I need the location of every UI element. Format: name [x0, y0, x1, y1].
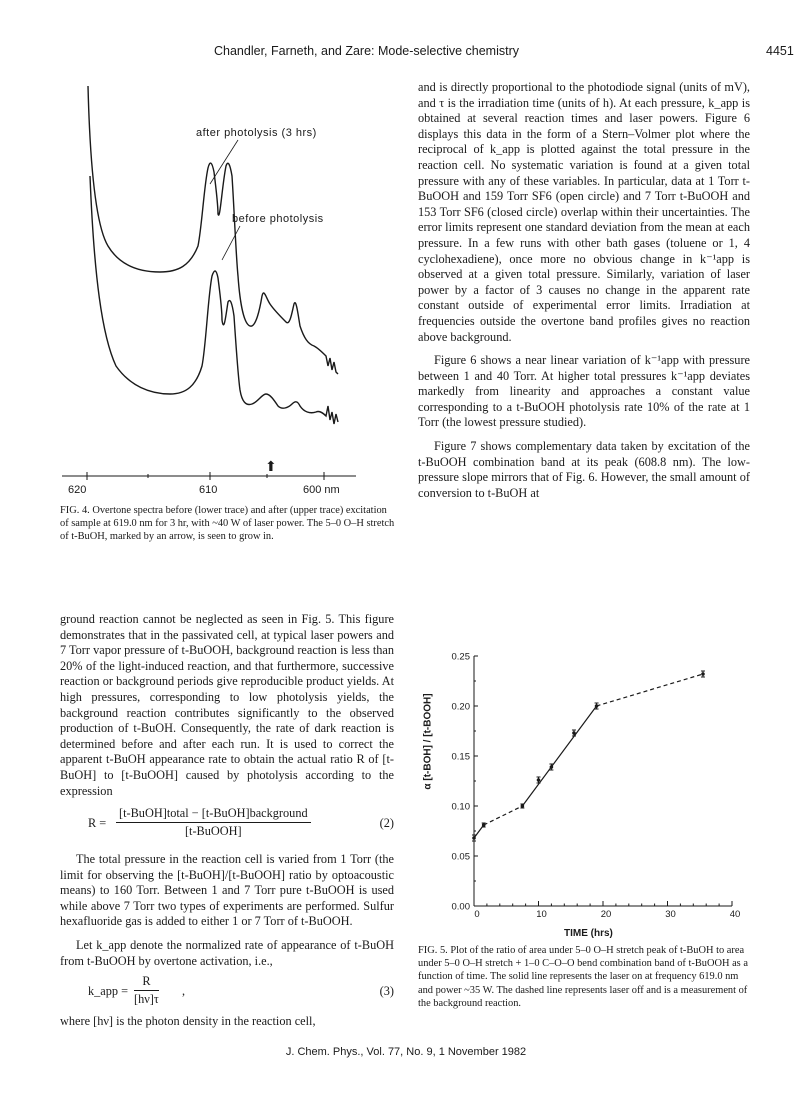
eq3-tail: , — [182, 984, 186, 998]
left-column-end — [60, 1014, 394, 1030]
fig4-tick-610: 610 — [199, 484, 218, 496]
eq3-fraction — [134, 974, 159, 1007]
left-column-lower — [60, 852, 394, 969]
fig5-y-tick-label: 0.15 — [451, 751, 470, 763]
fig5-data-point — [701, 672, 705, 676]
fig5-y-tick-label: 0.05 — [451, 851, 470, 863]
fig5-data-point — [572, 731, 576, 735]
fig5-dashed-segment — [597, 674, 703, 706]
eq3-tag: (3) — [379, 984, 394, 998]
right-paragraph-3: Figure 7 shows complementary data taken by excitation of the t-BuOOH combination band at its peak (608.8 nm). The low-pressure slope mirrors that of Fig. 6. However, the small amount of conversion to t-BuOH at — [418, 439, 750, 500]
page-number: 4451 — [766, 44, 794, 58]
fig5-y-tick-label: 0.25 — [451, 651, 470, 663]
left-paragraph-1: ground reaction cannot be neglected as seen in Fig. 5. This figure demonstrates that in the passivated cell, at typical laser powers and 7 Torr vapor pressure of t-BuOOH, background reaction is less than 20% of the light-induced reaction, and that furthermore, successive reaction or background periods give reproducible product yields. At high pressures, corresponding to low photolysis yields, the background reaction contributes significantly to the observed production of t-BuOH. Consequently, the rate of dark reaction is determined before and after each run. It is used to correct the apparent t-BuOH appearance rate to obtain the actual ratio R of [t-BuOH] to [t-BuOOH] caused by photolysis according to the expression — [60, 612, 394, 798]
fig5-y-tick-label: 0.00 — [451, 901, 470, 913]
fig5-data-point — [472, 836, 476, 840]
journal-footer: J. Chem. Phys., Vol. 77, No. 9, 1 November 1982 — [285, 1046, 527, 1058]
eq3-numerator: R — [134, 974, 159, 991]
fig5-data-point — [537, 778, 541, 782]
eq2-lhs: R = — [88, 816, 107, 830]
fig5-x-tick-label: 30 — [665, 909, 676, 920]
fig5-ylabel: α [t-BOH] / [t-BOOH] — [422, 693, 434, 790]
fig5-x-tick-label: 0 — [474, 909, 480, 920]
eq2-fraction — [116, 806, 311, 839]
eq2-denominator: [t-BuOOH] — [184, 824, 242, 838]
fig5-ylabel-wrap — [418, 693, 440, 796]
eq2-numerator: [t-BuOH]total − [t-BuOH]background — [116, 806, 311, 823]
equation-2 — [88, 806, 394, 844]
fig5-solid-segment — [522, 706, 596, 806]
left-paragraph-3: Let k_app denote the normalized rate of appearance of t-BuOH from t-BuOOH by overtone activation, i.e., — [60, 937, 394, 968]
fig4-label-after: after photolysis (3 hrs) — [196, 127, 317, 139]
left-paragraph-2: The total pressure in the reaction cell is varied from 1 Torr (the limit for observing the [t-BuOH]/[t-BuOOH] ratio by optoacoustic means) to 160 Torr. Between 1 and 7 Torr pure t-BuOOH is used while above 7 Torr two types of experiments are performed. Sulfur hexafluoride gas is added to either 1 or 7 Torr of t-BuOOH. — [60, 852, 394, 929]
fig5-caption: FIG. 5. Plot of the ratio of area under 5–0 O–H stretch peak of t-BuOH to area under 5–0 O–H stretch + 1–0 C–O–O bend combination band of t-BuOOH as a function of time. The solid line represents the laser on at frequency 619.0 nm and power ~35 W. The dashed line represents laser off and is a measurement of the background reaction. — [418, 945, 748, 1009]
fig4-tick-620: 620 — [68, 484, 87, 496]
fig5-x-tick-label: 10 — [536, 909, 547, 920]
eq2-tag: (2) — [379, 816, 394, 830]
fig5-data-point — [550, 765, 554, 769]
fig5-dashed-segment — [484, 806, 523, 825]
eq3-denominator: [hν]τ — [134, 992, 159, 1006]
right-paragraph-1: and is directly proportional to the photodiode signal (units of mV), and τ is the irradiation time (units of h). At each pressure, k_app is obtained at several reaction times and laser powers. Figure 6 displays this data in the form of a Stern–Volmer plot where the reciprocal of k_app is plotted against the total pressure in the reaction cell. No systematic variation is found at a given total pressure with any of these variables. In particular, data at 1 Torr t-BuOOH and 159 Torr SF6 (open circle) and 7 Torr t-BuOOH and 153 Torr SF6 (closed circle) overlap within their uncertainties. The error limits represent one standard deviation from the mean at each pressure. In a few runs with other bath gases (toluene or 1, 4 cyclohexadiene), once more no obvious change in k⁻¹app is observed at a given total pressure. Similarly, variation of laser power by a factor of 3 causes no change in the apparent rate constant outside of experimental error limits. Irradiation at frequencies outside the overtone band profiles gives no reaction above background. — [418, 80, 750, 344]
left-paragraph-4: where [hν] is the photon density in the reaction cell, — [60, 1014, 316, 1028]
fig4-caption: FIG. 4. Overtone spectra before (lower trace) and after (upper trace) excitation of sample at 619.0 nm for 3 hr, with ~40 W of laser power. The 5–0 O–H stretch of t-BuOH, marked by an arrow, is seen to grow in. — [60, 505, 395, 543]
fig5-data-point — [595, 704, 599, 708]
fig5-chart — [416, 644, 750, 940]
fig4-tick-600: 600 nm — [303, 484, 340, 496]
fig5-y-tick-label: 0.10 — [451, 801, 470, 813]
equation-3 — [88, 974, 394, 1010]
fig4-arrow: ⬆ — [265, 458, 277, 474]
eq3-lhs: k_app = — [88, 984, 129, 998]
fig5-data-point — [482, 823, 486, 827]
fig5-x-tick-label: 20 — [600, 909, 612, 920]
fig5-x-tick-label: 40 — [729, 909, 741, 920]
fig4-spectra-plot — [60, 76, 400, 504]
fig4-label-before: before photolysis — [232, 213, 324, 225]
right-paragraph-2: Figure 6 shows a near linear variation of k⁻¹app with pressure between 1 and 40 Torr. At higher total pressures k⁻¹app deviates markedly from linearity and approaches a constant value corresponding to a t-BuOOH photolysis rate 10% of the rate at 1 Torr (the lowest pressure studied). — [418, 353, 750, 430]
fig5-data-point — [521, 804, 525, 808]
fig5-y-tick-label: 0.20 — [451, 701, 470, 713]
left-column-bottom — [60, 612, 394, 799]
right-column-top — [418, 80, 750, 501]
fig5-xlabel: TIME (hrs) — [564, 928, 613, 939]
running-title: Chandler, Farneth, and Zare: Mode-selective chemistry — [214, 44, 519, 58]
